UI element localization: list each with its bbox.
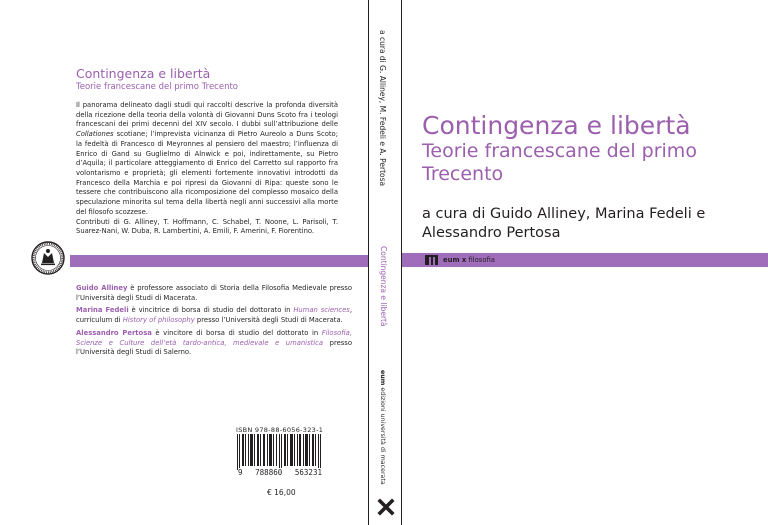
spine-publisher-rest: edizioni università di macerata — [379, 385, 386, 485]
blurb-italic: Collationes — [76, 130, 114, 139]
back-title: Contingenza e libertà — [76, 66, 211, 81]
bio-fedeli — [76, 306, 352, 325]
author-bios — [76, 284, 352, 361]
barcode-digit-group: 788860 — [255, 468, 283, 477]
bio-name: Alessandro Pertosa — [76, 328, 152, 337]
bio-alliney — [76, 284, 352, 303]
front-editors: a cura di Guido Alliney, Marina Fedeli e Alessandro Pertosa — [422, 206, 706, 241]
spine-authors: a cura di G. Alliney, M. Fedeli e A. Pertosa — [378, 30, 387, 187]
barcode-digit-group: 9 — [238, 468, 243, 477]
x-logo-icon — [377, 498, 395, 516]
price: € 16,00 — [267, 488, 296, 497]
front-title: Contingenza e libertà — [422, 111, 691, 140]
bio-text: è vincitore di borsa di studio del dottorato in — [151, 328, 322, 337]
bio-italic: History of philosophy — [122, 316, 195, 325]
barcode-digits — [238, 468, 322, 477]
bio-italic: Filosofia, Scienze e Culture dell’età tardo-antica, medievale e umanistica — [76, 328, 352, 347]
barcode-icon — [237, 434, 323, 470]
bio-text: è vincitrice di borsa di studio del dottorato in — [128, 306, 294, 315]
spine-publisher-bold: eum — [379, 370, 386, 386]
contributors: Contributi di G. Alliney, T. Hoffmann, C. Schabel, T. Noone, L. Parisoli, T. Suarez-Nani, W. Duba, R. Lambertini, A. Emili, F. Amerini, F. Fiorentino. — [76, 217, 338, 236]
isbn-label: ISBN 978-88-6056-323-1 — [236, 426, 324, 434]
blurb-text-2: scotiane; l’imprevista vicinanza di Pietro Aureolo a Duns Scoto; la fedeltà di Francesco di Meyronnes al pensiero del maestro; l’influenza di Enrico di Gand su Guglielmo di Alnwick e poi, indirettamente, su Pietro d’Aquila; il particolare atteggiamento di Enrico del Carretto sul rapporto fra volontarismo e proprietà; gli elementi fortemente innovativi introdotti da Francesco della Marchia e poi ripresi da Giovanni di Ripa: queste sono le tessere che contribuiscono alla ricomposizione del complesso mosaico della speculazione minorita sul tema della libertà negli anni successivi alla morte del filosofo scozzese. — [76, 130, 338, 216]
back-accent-bar — [70, 255, 368, 267]
series-label-rest: filosofia — [466, 256, 495, 264]
series-label-bold: eum x — [443, 256, 467, 264]
bio-pertosa — [76, 329, 352, 358]
eum-logo-icon — [425, 255, 438, 265]
back-blurb — [76, 101, 338, 237]
bio-text: presso l’Università degli Studi di Salerno. — [76, 338, 353, 357]
spine — [368, 0, 402, 525]
blurb-paragraph — [76, 101, 338, 218]
front-subtitle: Teorie francescane del primo Trecento — [422, 140, 697, 185]
bio-name: Marina Fedeli — [76, 306, 129, 315]
bio-text: presso l’Università degli Studi di Macerata. — [194, 316, 343, 325]
spine-title: Contingenza e libertà — [379, 246, 388, 327]
university-seal-icon — [31, 241, 65, 275]
series-label — [443, 256, 495, 264]
bio-text: è professore associato di Storia della Filosofia Medievale presso l’Università degli Studi di Macerata. — [76, 284, 352, 302]
spine-publisher — [379, 370, 386, 485]
blurb-text-1: Il panorama delineato dagli studi qui raccolti descrive la profonda diversità della ricezione della teoria della volontà di Giovanni Duns Scoto fra i teologi francescani dei primi decenni del XIV secolo. I dubbi sull’attribuzione delle — [76, 101, 338, 129]
bio-text: , curriculum di — [76, 306, 352, 325]
bio-name: Guido Alliney — [76, 284, 128, 292]
barcode-digit-group: 563231 — [294, 468, 322, 477]
bio-italic: Human sciences — [293, 306, 350, 315]
back-subtitle: Teorie francescane del primo Trecento — [76, 82, 239, 92]
